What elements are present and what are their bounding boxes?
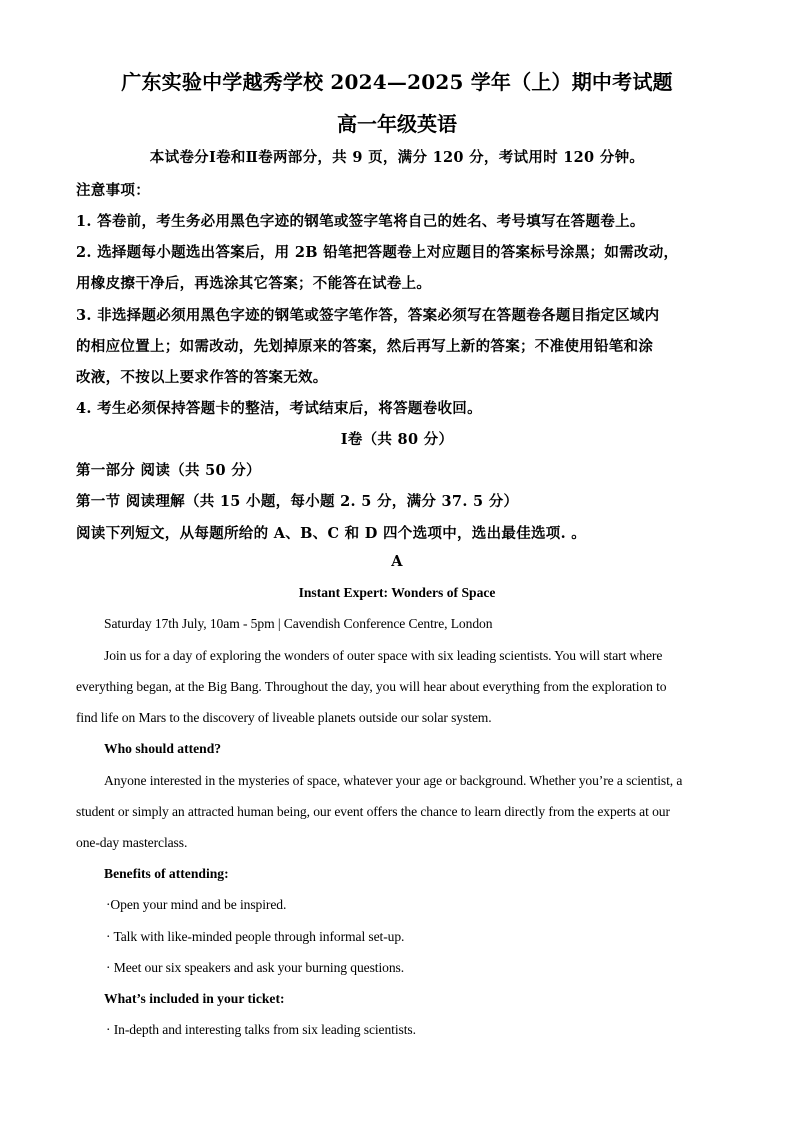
exam-subtitle: 高一年级英语 bbox=[337, 112, 457, 136]
exam-intro: 本试卷分Ⅰ卷和Ⅱ卷两部分，共 9 页，满分 120 分，考试用时 120 分钟。 bbox=[149, 149, 645, 166]
benefits-heading: Benefits of attending: bbox=[104, 866, 229, 881]
note-item-3-line-2: 的相应位置上；如需改动，先划掉原来的答案，然后再写上新的答案；不准使用铅笔和涂 bbox=[76, 338, 654, 355]
para2-line-3: one-day masterclass. bbox=[76, 835, 188, 850]
note-item-2-line-2: 用橡皮擦干净后，再选涂其它答案；不能答在试卷上。 bbox=[76, 275, 432, 292]
benefit-item-3: · Meet our six speakers and ask your burning questions. bbox=[106, 960, 405, 975]
who-heading: Who should attend? bbox=[104, 741, 222, 756]
passage-title: Instant Expert: Wonders of Space bbox=[298, 585, 496, 600]
part-heading: 第一部分 阅读（共 50 分） bbox=[76, 462, 261, 479]
para2-line-2: student or simply an attracted human being, our event offers the chance to learn directly from the experts at our bbox=[76, 804, 670, 819]
subpart-heading: 第一节 阅读理解（共 15 小题，每小题 2. 5 分，满分 37. 5 分） bbox=[76, 493, 519, 510]
benefit-item-1: ·Open your mind and be inspired. bbox=[106, 897, 287, 912]
included-heading: What’s included in your ticket: bbox=[104, 991, 285, 1006]
note-item-3-line-1: 3. 非选择题必须用黑色字迹的钢笔或签字笔作答，答案必须写在答题卷各题目指定区域内 bbox=[76, 307, 660, 324]
para1-line-1: Join us for a day of exploring the wonders of outer space with six leading scientists. You will start where bbox=[104, 648, 663, 663]
event-date-line: Saturday 17th July, 10am - 5pm | Cavendish Conference Centre, London bbox=[104, 616, 493, 631]
para1-line-3: find life on Mars to the discovery of liveable planets outside our solar system. bbox=[76, 710, 492, 725]
exam-title: 广东实验中学越秀学校 2024—2025 学年（上）期中考试题 bbox=[121, 70, 673, 94]
para2-line-1: Anyone interested in the mysteries of space, whatever your age or background. Whether you’re a scientist, a bbox=[104, 773, 683, 788]
notes-heading: 注意事项： bbox=[76, 182, 150, 199]
volume-heading: Ⅰ卷（共 80 分） bbox=[340, 431, 454, 448]
reading-instruction: 阅读下列短文，从每题所给的 A、B、C 和 D 四个选项中，选出最佳选项. 。 bbox=[76, 525, 587, 542]
note-item-3-line-3: 改液，不按以上要求作答的答案无效。 bbox=[76, 369, 328, 386]
benefit-item-2: · Talk with like-minded people through informal set-up. bbox=[106, 929, 405, 944]
included-item-1: · In-depth and interesting talks from six leading scientists. bbox=[106, 1022, 416, 1037]
para1-line-2: everything began, at the Big Bang. Throughout the day, you will hear about everything from the exploration to bbox=[76, 679, 667, 694]
passage-label: A bbox=[391, 553, 403, 570]
note-item-2-line-1: 2. 选择题每小题选出答案后，用 2B 铅笔把答题卷上对应题目的答案标号涂黑；如需改动， bbox=[76, 244, 679, 261]
note-item-1: 1. 答卷前，考生务必用黑色字迹的钢笔或签字笔将自己的姓名、考号填写在答题卷上。 bbox=[76, 213, 645, 230]
note-item-4: 4. 考生必须保持答题卡的整洁，考试结束后，将答题卷收回。 bbox=[76, 400, 482, 417]
